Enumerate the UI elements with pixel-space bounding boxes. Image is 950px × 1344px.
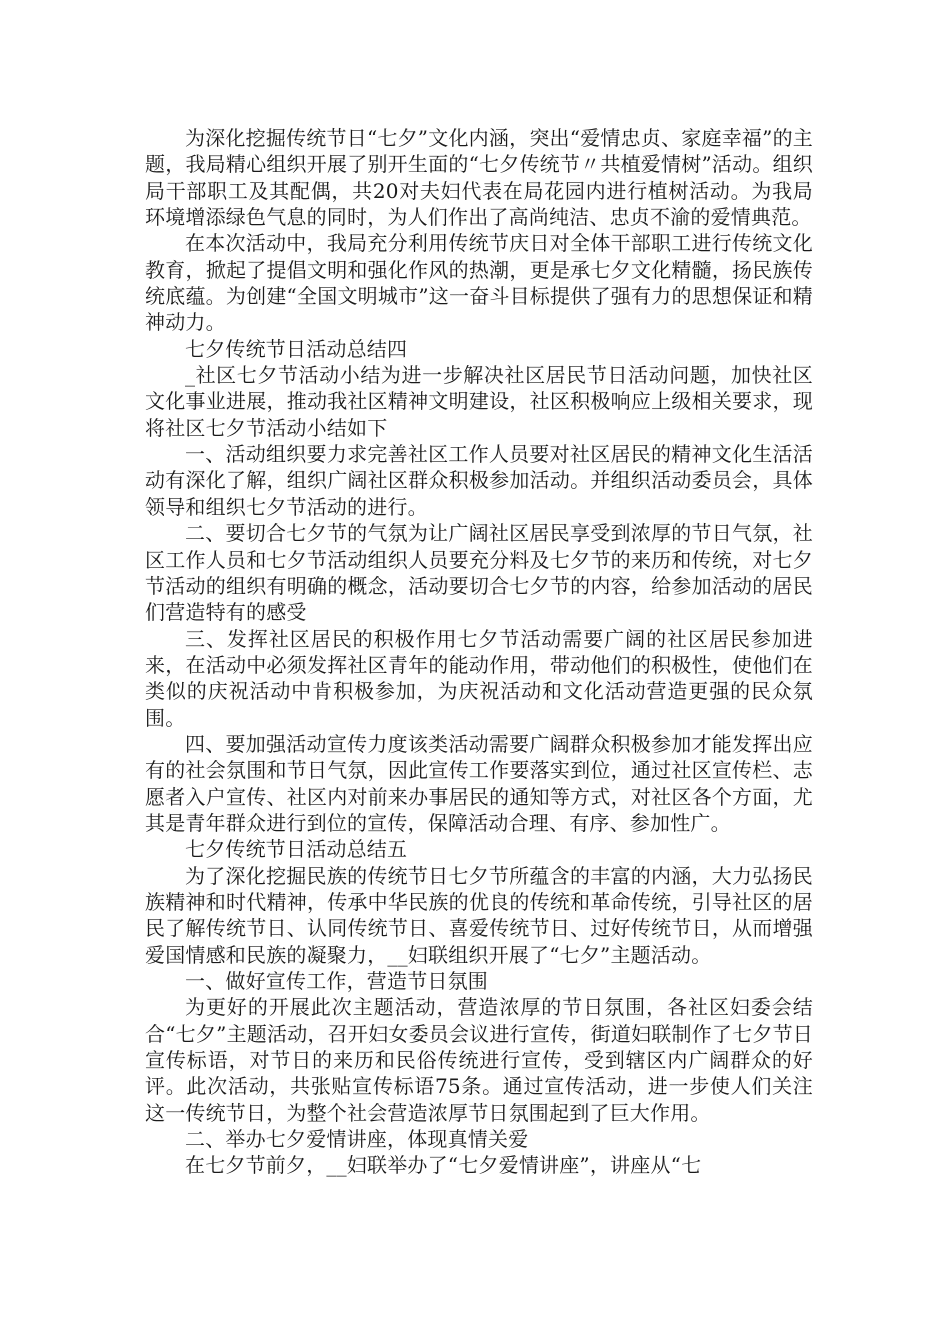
paragraph-point-three: 三、发挥社区居民的积极作用七夕节活动需要广阔的社区居民参加进来，在活动中必须发挥社区青年的能动作用，带动他们的积极性，使他们在类似的庆祝活动中肯积极参加，为庆祝活动和文化活动营造更强的民众氛围。 [145,626,813,730]
section-heading-five: 七夕传统节日活动总结五 [185,837,408,862]
paragraph-community-summary: _社区七夕节活动小结为进一步解决社区居民节日活动问题，加快社区文化事业进展，推动我社区精神文明建设，社区积极响应上级相关要求，现将社区七夕节活动小结如下 [145,363,813,440]
subheading-publicity: 一、做好宣传工作，营造节日氛围 [185,969,488,993]
paragraph-publicity: 为更好的开展此次主题活动，营造浓厚的节日氛围，各社区妇委会结合“七夕”主题活动，召开妇女委员会议进行宣传，街道妇联制作了七夕节日宣传标语，对节日的来历和民俗传统进行宣传，受到辖区内广阔群众的好评。此次活动，共张贴宣传标语75条。通过宣传活动，进一步使人们关注这一传统节日，为整个社会营造浓厚节日氛围起到了巨大作用。 [145,995,813,1125]
paragraph-point-two: 二、要切合七夕节的气氛为让广阔社区居民享受到浓厚的节日气氛，社区工作人员和七夕节活动组织人员要充分料及七夕节的来历和传统，对七夕节活动的组织有明确的概念，活动要切合七夕节的内容，给参加活动的居民们营造特有的感受 [145,521,813,625]
subheading-lecture: 二、举办七夕爱情讲座，体现真情关爱 [185,1127,529,1152]
document-body [145,125,813,1179]
paragraph-point-one: 一、活动组织要力求完善社区工作人员要对社区居民的精神文化生活活动有深化了解，组织广阔社区群众积极参加活动。并组织活动委员会，具体领导和组织七夕节活动的进行。 [145,442,813,519]
section-heading-four: 七夕传统节日活动总结四 [185,336,408,361]
paragraph-intro: 为深化挖掘传统节日“七夕”文化内涵，突出“爱情忠贞、家庭幸福”的主题，我局精心组织开展了别开生面的“七夕传统节〃共植爱情树”活动。组织局干部职工及其配偶，共20对夫妇代表在局花园内进行植树活动。为我局环境增添绿色气息的同时，为人们作出了高尚纯洁、忠贞不渝的爱情典范。 [145,126,813,230]
paragraph-theme-activity: 为了深化挖掘民族的传统节日七夕节所蕴含的丰富的内涵，大力弘扬民族精神和时代精神，传承中华民族的优良的传统和革命传统，引导社区的居民了解传统节日、认同传统节日、喜爱传统节日、过好传统节日，从而增强爱国情感和民族的凝聚力，__妇联组织开展了“七夕”主题活动。 [145,863,813,967]
paragraph-point-four: 四、要加强活动宣传力度该类活动需要广阔群众积极参加才能发挥出应有的社会氛围和节日气氛，因此宣传工作要落实到位，通过社区宣传栏、志愿者入户宣传、社区内对前来办事居民的通知等方式，对社区各个方面，尤其是青年群众进行到位的宣传，保障活动合理、有序、参加性广。 [145,731,813,835]
paragraph-education: 在本次活动中，我局充分利用传统节庆日对全体干部职工进行传统文化教育，掀起了提倡文明和强化作风的热潮，更是承七夕文化精髓，扬民族传统底蕴。为创建“全国文明城市”这一奋斗目标提供了强有力的思想保证和精神动力。 [145,231,813,335]
paragraph-lecture: 在七夕节前夕，__妇联举办了“七夕爱情讲座”，讲座从“七 [185,1153,702,1178]
